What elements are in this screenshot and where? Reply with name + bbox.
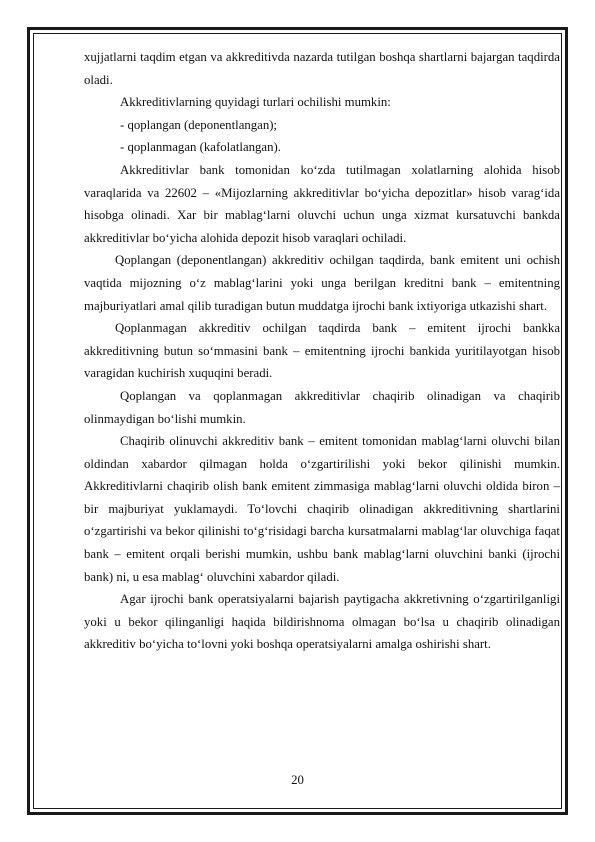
document-body (84, 46, 560, 656)
paragraph-revocable-types: Qoplangan va qoplanmagan akkreditivlar chaqirib olinadigan va chaqirib olinmaydigan bo‘lishi mumkin. (84, 388, 560, 426)
paragraph-continuation: xujjatlarni taqdim etgan va akkreditivda nazarda tutilgan boshqa shartlarni bajargan taqdirda oladi. (84, 50, 560, 87)
list-item-covered: - qoplangan (deponentlangan); (120, 117, 278, 132)
paragraph-types-intro: Akkreditivlarning quyidagi turlari ochilishi mumkin: (120, 95, 391, 110)
list-item-uncovered: - qoplanmagan (kafolatlangan). (120, 140, 281, 155)
page-number: 20 (291, 773, 304, 787)
paragraph-uncovered: Qoplanmagan akkreditiv ochilgan taqdirda bank – emitent ijrochi bankka akkreditivning butun so‘mmasini bank – emitentning ijrochi bankida yuritilayotgan hisob varagidan kuchirish xuquqini beradi. (84, 321, 560, 381)
paragraph-accounting: Akkreditivlar bank tomonidan ko‘zda tutilmagan xolatlarning alohida hisob varaqlarida va 22602 – «Mijozlarning akkreditivlar bo‘yicha depozitlar» hisob varag‘ida hisobga olinadi. Xar bir mablag‘larni oluvchi uchun unga xizmat kursatuvchi bankda akkreditivlar bo‘yicha alohida depozit hisob varaqlari ochiladi. (84, 162, 560, 245)
paragraph-executing-bank: Agar ijrochi bank operatsiyalarni bajarish paytigacha akkretivning o‘zgartirilganligi yoki u bekor qilinganligi haqida bildirishnoma olmagan bo‘lsa u chaqirib olinadigan akkreditiv bo‘yicha to‘lovni yoki boshqa operatsiyalarni amalga oshirishi shart. (84, 592, 560, 652)
paragraph-covered: Qoplangan (deponentlangan) akkreditiv ochilgan taqdirda, bank emitent uni ochish vaqtida mijozning o‘z mablag‘larini yoki unga berilgan kreditni bank – emitentning majburiyatlari amal qilib turadigan butun muddatga ijrochi bank ixtiyoriga utkazishi shart. (84, 253, 560, 313)
paragraph-revocable: Chaqirib olinuvchi akkreditiv bank – emitent tomonidan mablag‘larni oluvchi bilan oldindan xabardor qilmagan holda o‘zgartirilishi yoki bekor qilinishi mumkin. Akkreditivlarni chaqirib olish bank emitent zimmasiga mablag‘larni oluvchi oldida biron – bir majburiyat yuklamaydi. To‘lovchi chaqirib olinadigan akkreditivning shartlarini o‘zgartirishi va bekor qilinishi to‘g‘risidagi barcha kursatmalarni mablag‘lar oluvchiga faqat bank – emitent orqali berishi mumkin, ushbu bank mablag‘larni oluvchini banki (ijrochi bank) ni, u esa mablag‘ oluvchini xabardor qiladi. (84, 434, 560, 584)
